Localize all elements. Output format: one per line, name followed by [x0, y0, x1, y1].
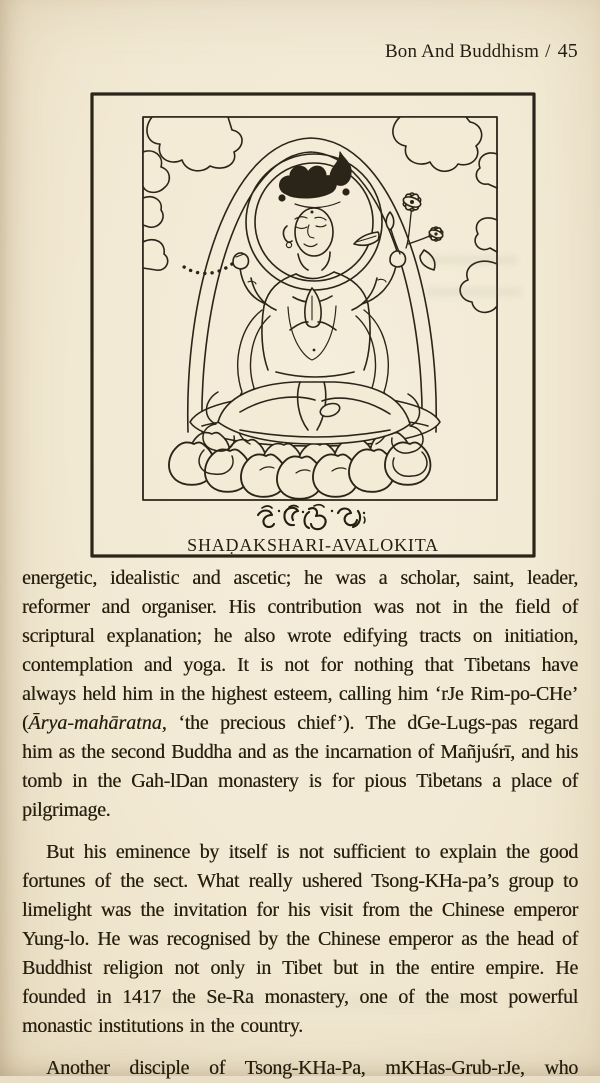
crossed-legs: [218, 382, 410, 444]
paragraph: Another disciple of Tsong-KHa-Pa, mKHas-Grub-rJe, who: [46, 1057, 578, 1079]
crown: [279, 152, 351, 208]
illustration-frame: [90, 92, 536, 558]
page-number: 45: [557, 40, 578, 62]
figure-caption: SHAḌAKSHARI-AVALOKITA: [187, 535, 439, 555]
header-separator: /: [545, 41, 551, 62]
body-text: [22, 564, 578, 1083]
running-title: Bon And Buddhism: [384, 41, 540, 62]
deity-head: [283, 208, 334, 279]
tibetan-script-glyphs: [254, 503, 372, 531]
avalokita-line-drawing: [90, 92, 536, 558]
paragraph: But his eminence by itself is not sufficient to explain the good fortunes of the sect. What really ushered Tsong-KHa-pa’s group to limelight was the invitation for his visit from the Chinese emperor Yung-lo. He was recognised by the Chinese emperor as the head of Buddhist religion not only in Tibet but in the entire empire. He founded in 1417 the Se-Ra monastery, one of the most powerful monastic institutions in the country.: [22, 841, 578, 1037]
anjali-hands: [290, 288, 336, 330]
tibetan-script: [90, 503, 536, 531]
paragraph: energetic, idealistic and ascetic; he was a scholar, saint, leader, reformer and organiser. His contribution was not in the field of scriptural explanation; he also wrote edifying tracts on initiation, contemplation and yoga. It is not for nothing that Tibetans have always held him in the highest esteem, calling him ‘rJe Rim-po-CHe’ (Ārya-mahāratna, ‘the precious chief’). The dGe-Lugs-pas regard him as the second Buddha and as the incarnation of Mañjuśrī, and his tomb in the Gah-lDan monastery is for pious Tibetans a place of pilgrimage.: [22, 567, 578, 821]
running-header: [385, 40, 578, 63]
